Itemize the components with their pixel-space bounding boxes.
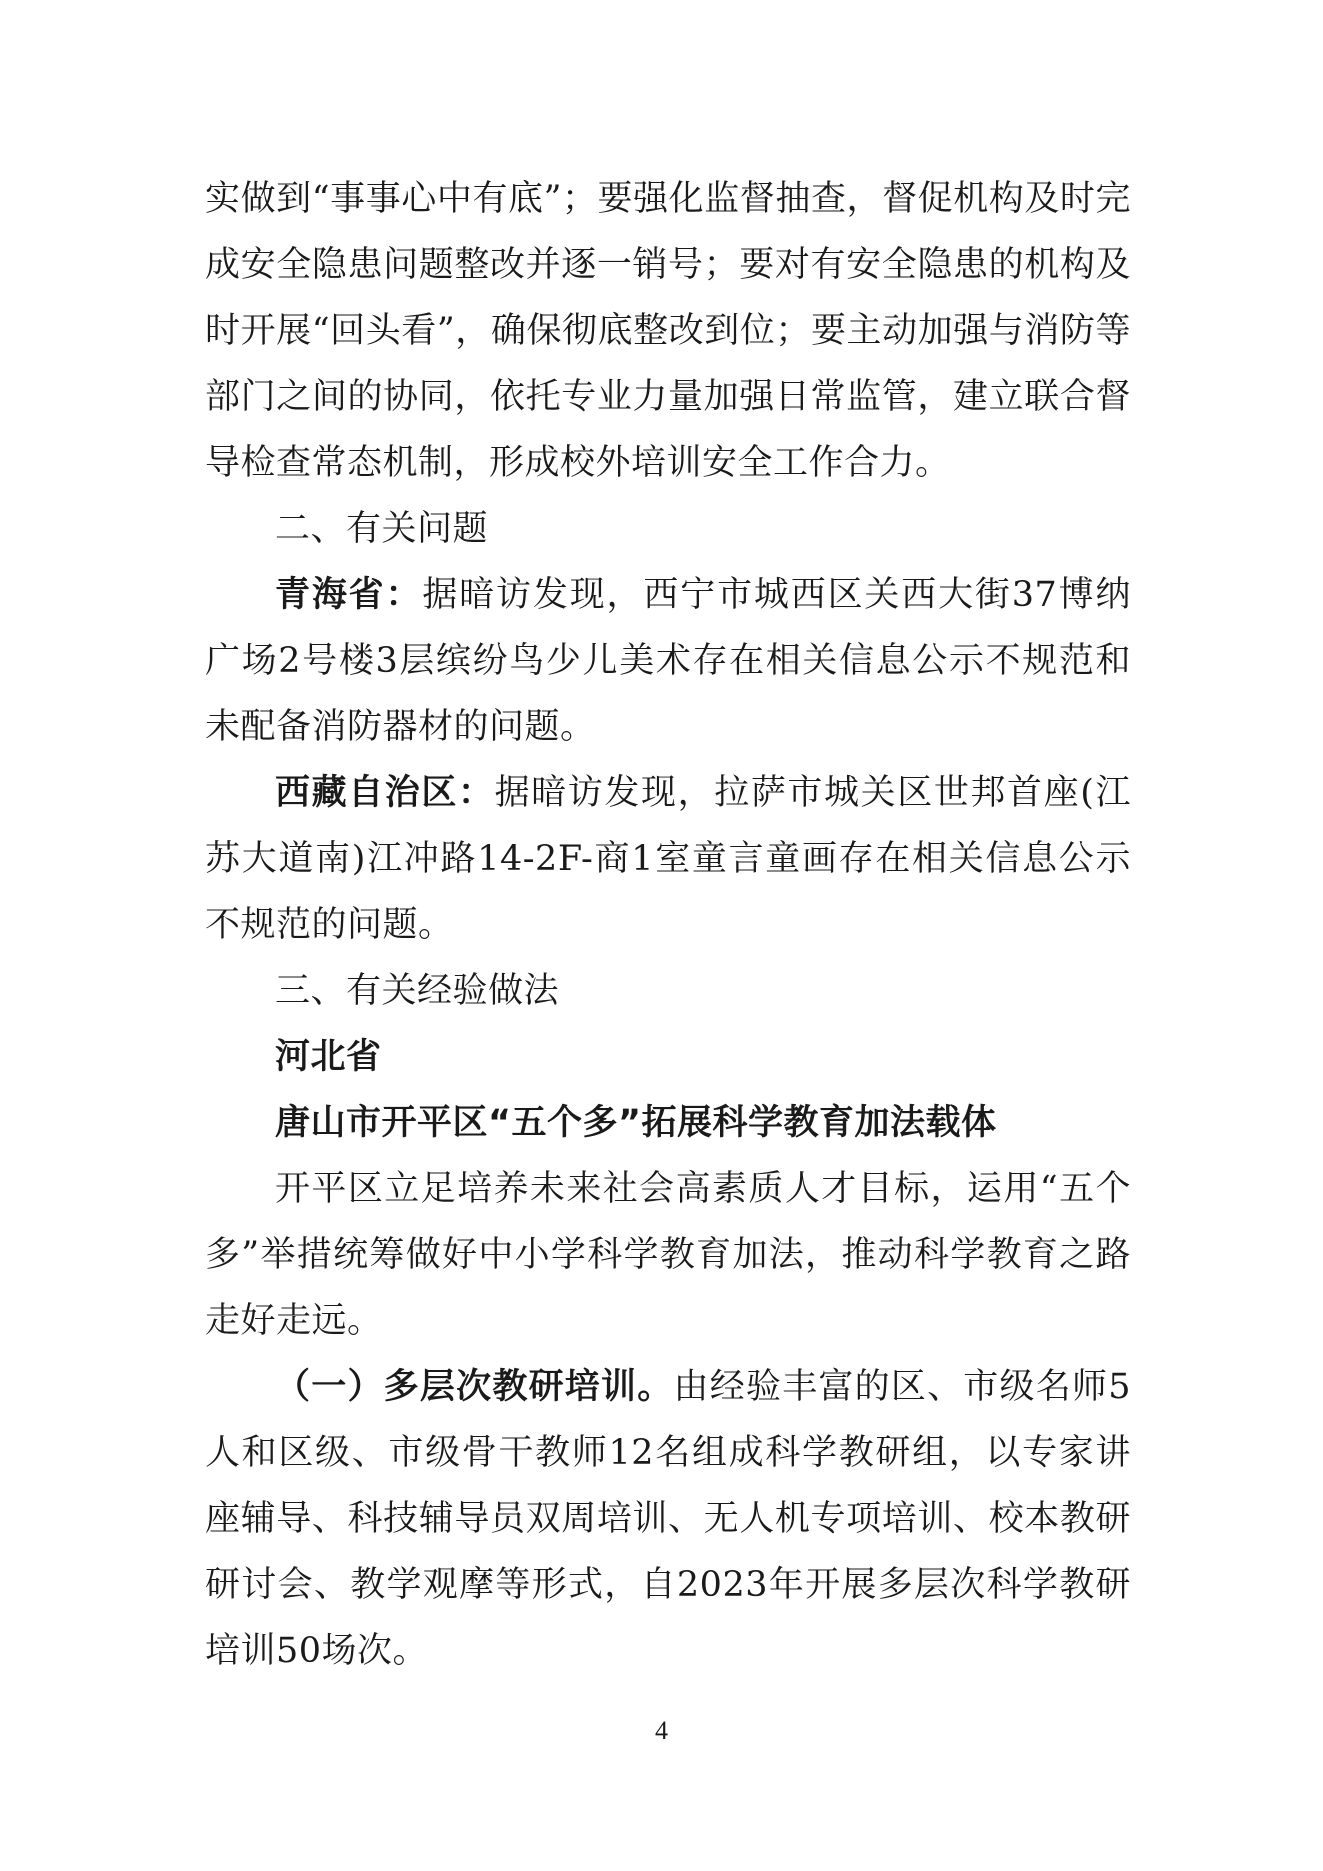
section-heading-issues: 二、有关问题 — [275, 509, 489, 549]
teaching-research-label: （一）多层次教研培训。 — [275, 1366, 674, 1407]
document-body — [205, 166, 1131, 1684]
paragraph-continued: 实做到“事事心中有底”；要强化监督抽查，督促机构及时完成安全隐患问题整改并逐一销号；要对有安全隐患的机构及时开展“回头看”，确保彻底整改到位；要主动加强与消防等部门之间的协同，依托专业力量加强日常监管，建立联合督导检查常态机制，形成校外培训安全工作合力。 — [205, 179, 1131, 483]
paragraph-tibet — [205, 760, 1131, 958]
paragraph-teaching-research — [205, 1354, 1131, 1684]
section-heading-experience: 三、有关经验做法 — [275, 971, 560, 1011]
paragraph-kaiping-intro: 开平区立足培养未来社会高素质人才目标，运用“五个多”举措统筹做好中小学科学教育加法，推动科学教育之路走好走远。 — [205, 1169, 1131, 1341]
page-number: 4 — [655, 1716, 668, 1745]
case-heading: 唐山市开平区“五个多”拓展科学教育加法载体 — [275, 1103, 997, 1143]
tibet-label: 西藏自治区： — [275, 772, 495, 813]
qinghai-label: 青海省： — [275, 574, 423, 615]
teaching-research-text: 由经验丰富的区、市级名师5人和区级、市级骨干教师12名组成科学教研组，以专家讲座辅导、科技辅导员双周培训、无人机专项培训、校本教研研讨会、教学观摩等形式，自2023年开展多层次科学教研培训50场次。 — [205, 1367, 1131, 1671]
paragraph-qinghai — [205, 562, 1131, 760]
province-heading: 河北省 — [275, 1036, 382, 1077]
tibet-text: 据暗访发现，拉萨市城关区世邦首座(江苏大道南)江冲路14-2F-商1室童言童画存在相关信息公示不规范的问题。 — [205, 773, 1131, 945]
qinghai-text: 据暗访发现，西宁市城西区关西大街37博纳广场2号楼3层缤纷鸟少儿美术存在相关信息公示不规范和未配备消防器材的问题。 — [205, 575, 1131, 747]
